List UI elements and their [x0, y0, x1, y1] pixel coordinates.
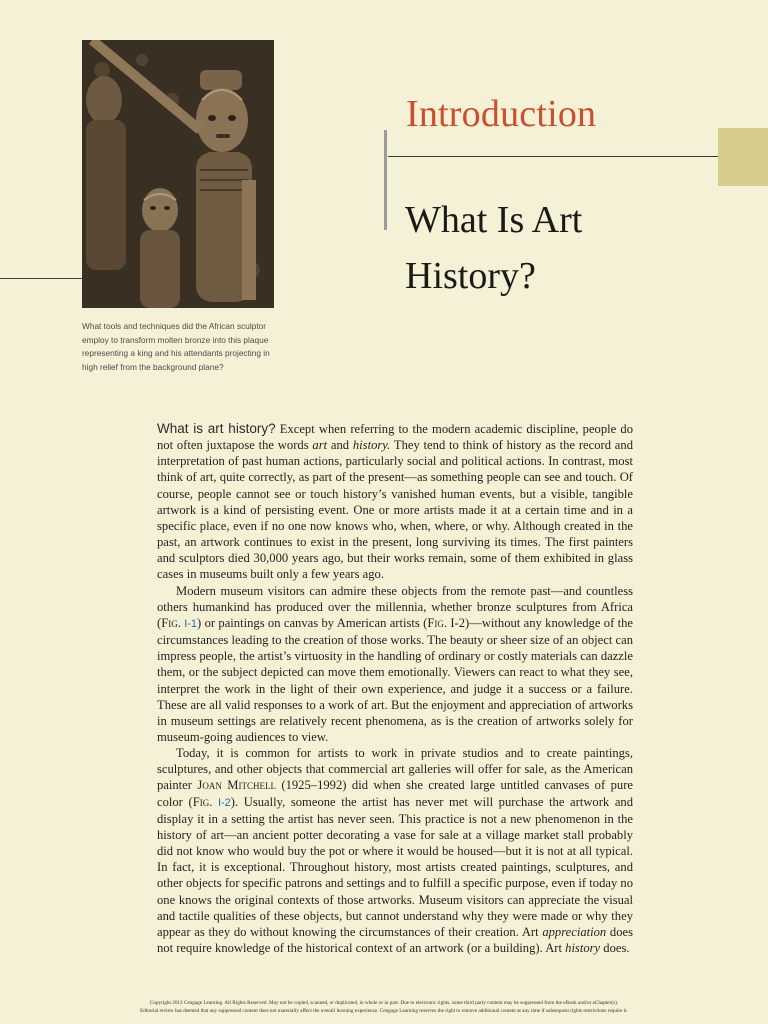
bronze-plaque-image: [82, 40, 274, 308]
footer-line-1: Copyright 2012 Cengage Learning. All Rights Reserved. May not be copied, scanned, or duplicated, in whole or in part. Due to electronic rights, some third party content may be suppressed from the eBook and/or eChapter(s).: [149, 1000, 619, 1006]
text-span: They tend to think of history as the record and interpretation of past human actions, particularly social and political actions. In contrast, most think of art, quite correctly, as part of the present—as something people can see and touch. Of course, people cannot see or touch history’s vanished human events, but a visible, tangible artwork is a kind of persisting event. One or more artists made it at a certain time and in a specific place, even if no one now knows who, when, where, or why. Although created in the past, an artwork continues to exist in the present, long surviving its times. The first painters and sculptors died 30,000 years ago, but their works remain, some of them exhibited in glass cases in museums built only a few years ago.: [157, 438, 633, 582]
chapter-title-line-2: History?: [405, 255, 536, 297]
text-span: Modern museum visitors can admire these objects from the remote past—and countless others humankind has produced over the millennia, whether bronze sculptures from Africa (: [157, 583, 633, 630]
emphasis-history: history.: [352, 438, 391, 453]
left-divider-rule: [0, 278, 82, 279]
body-text: [157, 421, 633, 956]
figure-link-i-1[interactable]: I-1: [184, 617, 198, 630]
heading-vertical-bar: [384, 130, 387, 230]
text-span: and: [327, 438, 353, 453]
text-span: does.: [600, 941, 630, 955]
figure-link-i-2[interactable]: I-2: [217, 796, 231, 809]
text-span: does not require knowledge of the historical context of an artwork (or a building). Art: [157, 924, 633, 955]
footer-line-2: Editorial review has deemed that any suppressed content does not materially affect the overall learning experience. Cengage Learning reserves the right to remove additional content at any time if subsequent rights restrictions require it.: [140, 1008, 628, 1014]
text-span: )—without any knowledge of the circumstances leading to the creation of those works. The beauty or sheer size of an object can impress people, the artist’s virtuosity in the handling of ordinary or costly materials can dazzle them, or the subject depicted can move them emotionally. Viewers can react to what they see, interpret the work in the light of their own experience, and judge it a success or a failure. These are all valid responses to a work of art. But the enjoyment and appreciation of artworks in museum settings are relatively recent phenomena, as is the creation of artworks solely for museum-going audiences to view.: [157, 615, 633, 744]
text-span: (1925–1992) did when she created large untitled canvases of pure color (: [157, 778, 633, 809]
emphasis-art: art: [312, 438, 328, 453]
chapter-tab: [718, 128, 768, 186]
figure-caption: What tools and techniques did the African sculptor employ to transform molten bronze into this plaque representing a king and his attendants projecting in high relief from the background plane?: [82, 321, 270, 372]
chapter-title-line-1: What Is Art: [405, 199, 583, 241]
run-in-heading: What is art history?: [157, 421, 276, 436]
fig-word: Fig.: [192, 794, 213, 809]
paragraph-3: [157, 745, 633, 956]
paragraph-1: [157, 421, 633, 583]
emphasis-appreciation: appreciation: [542, 924, 607, 939]
emphasis-history-2: history: [565, 941, 601, 955]
copyright-footer: [60, 999, 708, 1015]
text-span: Except when referring to the modern academic discipline, people do not often juxtapose the words: [157, 422, 633, 453]
plaque-illustration: [82, 40, 274, 308]
fig-word: Fig.: [427, 615, 447, 630]
artist-name: Joan Mitchell: [197, 778, 276, 793]
text-span: ) or paintings on canvas by American artists (: [197, 615, 428, 630]
heading-rule: [388, 156, 718, 157]
figure-ref-i-2: I-2: [450, 615, 466, 630]
paragraph-2: [157, 583, 633, 746]
chapter-title: [405, 192, 705, 304]
chapter-label: Introduction: [406, 93, 597, 135]
text-span: ). Usually, someone the artist has never met will purchase the artwork and display it in a setting the artist has never seen. This practice is not a new phenomenon in the history of art—an ancient potter decorating a vase for sale at a village market stall probably did not know who would buy the pot or where it would be housed—but it is not at all typical. In fact, it is exceptional. Throughout history, most artists created paintings, sculptures, and other objects for specific patrons and settings and to fulfill a specific purpose, even if today no one knows the original contexts of those artworks. Museum visitors can appreciate the visual and tactile qualities of these objects, but cannot understand why they were made or why they appear as they do without knowing the circumstances of their creation. Art: [157, 794, 633, 939]
fig-word: Fig.: [161, 615, 181, 630]
text-span: Today, it is common for artists to work in private studios and to create paintings, sculptures, and other objects that commercial art galleries will offer for sale, as the American painter: [157, 746, 633, 793]
